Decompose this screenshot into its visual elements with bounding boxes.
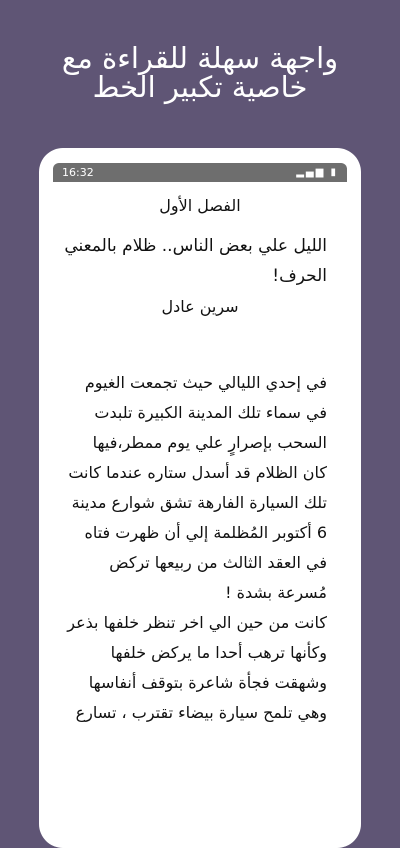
reader-content[interactable]	[53, 182, 347, 842]
status-bar	[53, 163, 347, 182]
phone-frame	[39, 148, 361, 848]
status-time: 16:32	[62, 166, 94, 179]
body-line: في العقد الثالث من ربيعها تركض	[109, 553, 327, 572]
story-title	[53, 231, 347, 291]
body-line: في سماء تلك المدينة الكبيرة تلبدت	[94, 403, 327, 422]
body-line: وهي تلمح سيارة بيضاء تقترب ، تسارع	[75, 703, 327, 722]
body-line: وكأنها ترهب أحدا ما يركض خلفها	[110, 643, 327, 662]
headline-line-2: خاصية تكبير الخط	[92, 70, 308, 104]
story-body	[53, 368, 347, 728]
story-title-line-2: الحرف!	[272, 266, 327, 286]
body-line: مُسرعة بشدة !	[225, 583, 327, 602]
story-title-line-1: الليل علي بعض الناس.. ظلام بالمعني	[64, 236, 327, 256]
status-icons	[296, 163, 338, 182]
signal-icon: ▂▄▆	[296, 167, 326, 178]
battery-icon: ▮	[330, 167, 338, 178]
headline-line-1: واجهة سهلة للقراءة مع	[61, 41, 339, 75]
body-line: 6 أكتوبر المُظلمة إلي أن ظهرت فتاه	[84, 523, 327, 542]
body-line: كان الظلام قد أسدل ستاره عندما كانت	[68, 463, 327, 482]
chapter-title: الفصل الأول	[159, 196, 241, 215]
body-line: في إحدي الليالي حيث تجمعت الغيوم	[84, 373, 327, 392]
body-line: كانت من حين الي اخر تنظر خلفها بذعر	[67, 613, 327, 632]
body-line: تلك السيارة الفارهة تشق شوارع مدينة	[71, 493, 327, 512]
author-name: سرين عادل	[161, 297, 239, 316]
body-line: وشهقت فجأة شاعرة بتوقف أنفاسها	[88, 673, 327, 692]
body-line: السحب بإصرارٍ علي يوم ممطر،فيها	[92, 433, 327, 452]
promo-headline	[0, 41, 400, 104]
